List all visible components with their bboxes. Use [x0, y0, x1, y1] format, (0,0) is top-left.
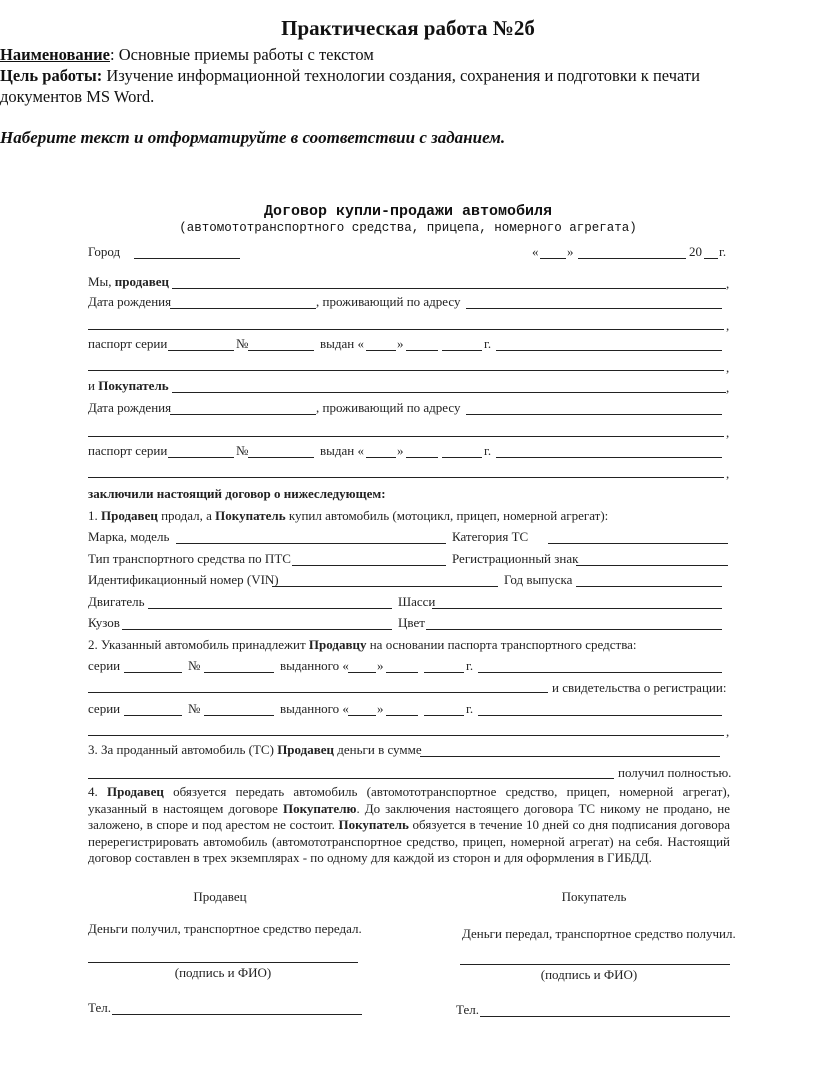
seller-issuer-field-2: [88, 370, 724, 371]
seller-birth-field: [170, 308, 316, 309]
seller-birth-label: Дата рождения: [88, 294, 172, 309]
reg-plate-field: [576, 565, 728, 566]
quote-close: »: [397, 443, 404, 458]
p2-end: на основании паспорта транспортного средства:: [366, 637, 637, 652]
section-1: [88, 508, 608, 524]
buyer-passport-number-field: [248, 457, 314, 458]
pts-issue-year-field: [424, 672, 464, 673]
p1-buyer: Покупатель: [215, 508, 286, 523]
vehicle-type-label: Тип транспортного средства по ПТС: [88, 551, 291, 566]
year-g: г.: [466, 701, 474, 716]
number-sign: №: [188, 701, 201, 716]
p1-mid: продал, а: [157, 508, 216, 523]
reg-plate-label: Регистрационный знак: [452, 551, 579, 566]
seller-line: [88, 274, 169, 290]
p4-num: 4.: [88, 784, 107, 799]
buyer-phone-field: [480, 1016, 730, 1017]
quote-close: »: [377, 701, 384, 716]
buyer-note: Деньги передал, транспортное средство получил.: [462, 926, 736, 941]
p2-start: 2. Указанный автомобиль принадлежит: [88, 637, 309, 652]
cert-series-field: [124, 715, 182, 716]
buyer-issuer-field-2: [88, 477, 724, 478]
cert-number-field: [204, 715, 274, 716]
goal-line: [0, 66, 700, 86]
buyer-name-field: [172, 392, 726, 393]
seller-address-field-2: [88, 329, 724, 330]
seller-residing-label: , проживающий по адресу: [316, 294, 461, 309]
p3-start: 3. За проданный автомобиль (ТС): [88, 742, 278, 757]
city-label: Город: [88, 244, 121, 259]
buyer-residing-label: , проживающий по адресу: [316, 400, 461, 415]
seller-issue-day-field: [366, 350, 396, 351]
seller-address-field: [466, 308, 722, 309]
name-value: Основные приемы работы с текстом: [114, 45, 374, 64]
buyer-signature-caption: (подпись и ФИО): [540, 967, 638, 982]
vehicle-type-field: [292, 565, 446, 566]
category-label: Категория ТС: [452, 529, 529, 544]
buyer-passport-series-field: [168, 457, 234, 458]
goal-line-2: документов MS Word.: [0, 87, 155, 106]
goal-value: Изучение информационной технологии создания, сохранения и подготовки к печати: [102, 66, 700, 85]
buyer-issuer-field: [496, 457, 722, 458]
color-field: [426, 629, 722, 630]
p4-buyer2: Покупатель: [338, 817, 409, 832]
buyer-line: [88, 378, 169, 394]
pts-issue-day-field: [348, 672, 376, 673]
work-name-line: [0, 45, 374, 65]
pts-series-field: [124, 672, 182, 673]
cert-issue-year-field: [424, 715, 464, 716]
p2-seller: Продавцу: [308, 637, 367, 652]
year-prefix: 20: [689, 244, 702, 259]
date-open: «: [532, 244, 539, 259]
quote-close: »: [377, 658, 384, 673]
chassis-label: Шасси: [398, 594, 436, 609]
buyer-passport-label: паспорт серии: [88, 443, 168, 458]
seller-name-field: [172, 288, 726, 289]
p4-c: обязуется в течение 10 дней со дня подписания договора перерегистрировать автомобиль (автомототранспортное средство, прицеп, номерной агрегат) на себя. Настоящий договор составлен в трех экземплярах - по одному для каждой из сторон и для оформления в ГИБДД.: [88, 817, 730, 865]
seller-note: Деньги получил, транспортное средство передал.: [88, 921, 362, 936]
year-suffix: г.: [719, 244, 727, 259]
date-close: »: [567, 244, 574, 259]
seller-signature-caption: (подпись и ФИО): [174, 965, 272, 980]
brand-model-field: [176, 543, 446, 544]
section-4: [88, 784, 730, 867]
year-made-label: Год выпуска: [504, 572, 573, 587]
year-made-field: [576, 586, 722, 587]
p3-end: деньги в сумме: [334, 742, 422, 757]
pts-issuer-field-2: [88, 692, 548, 693]
section-3: [88, 742, 422, 758]
body-label: Кузов: [88, 615, 120, 630]
month-field: [578, 258, 686, 259]
issued2-label: выданного «: [280, 658, 349, 673]
seller-passport-series-field: [168, 350, 234, 351]
seller-issue-month-field: [406, 350, 438, 351]
comma: ,: [726, 724, 730, 739]
sig-seller-heading: Продавец: [193, 889, 247, 904]
name-sep: :: [110, 45, 115, 64]
seller-issuer-field: [496, 350, 722, 351]
buyer-label: Покупатель: [98, 378, 169, 393]
issued2-label: выданного «: [280, 701, 349, 716]
seller-issue-year-field: [442, 350, 482, 351]
brand-model-label: Марка, модель: [88, 529, 170, 544]
task-instruction: Наберите текст и отформатируйте в соответствии с заданием.: [0, 128, 506, 147]
concluded-heading: заключили настоящий договор о нижеследующем:: [88, 486, 386, 501]
p4-a: обязуется передать автомобиль (автомототранспортное средство, прицеп, номерной агрегат), указанный в настоящем договоре: [88, 784, 730, 816]
section-2: [88, 637, 637, 653]
engine-label: Двигатель: [88, 594, 145, 609]
buyer-address-field: [466, 414, 722, 415]
category-field: [548, 543, 728, 544]
vin-field: [272, 586, 498, 587]
issued-label: выдан «: [320, 443, 364, 458]
amount-words-field: [88, 778, 614, 779]
comma: ,: [726, 380, 730, 395]
seller-phone-field: [112, 1014, 362, 1015]
seller-passport-number-field: [248, 350, 314, 351]
issued-label: выдан «: [320, 336, 364, 351]
comma: ,: [726, 425, 730, 440]
name-label: Наименование: [0, 45, 110, 64]
buyer-issue-day-field: [366, 457, 396, 458]
p1-num: 1.: [88, 508, 101, 523]
year-g: г.: [466, 658, 474, 673]
we-text: Мы,: [88, 274, 115, 289]
seller-phone-label: Тел.: [88, 1000, 111, 1015]
color-label: Цвет: [398, 615, 425, 630]
buyer-issue-month-field: [406, 457, 438, 458]
year-g: г.: [484, 443, 492, 458]
buyer-signature-field: [460, 964, 730, 965]
buyer-address-field-2: [88, 436, 724, 437]
cert-issue-day-field: [348, 715, 376, 716]
buyer-issue-year-field: [442, 457, 482, 458]
reg-cert-label: и свидетельства о регистрации:: [552, 680, 727, 695]
engine-field: [148, 608, 392, 609]
pts-issuer-field: [478, 672, 722, 673]
body-field: [122, 629, 392, 630]
buyer-birth-field: [170, 414, 316, 415]
cert-issue-month-field: [386, 715, 418, 716]
series-label: серии: [88, 658, 121, 673]
contract-title: Договор купли-продажи автомобиля: [263, 203, 553, 220]
chassis-field: [432, 608, 722, 609]
series-label: серии: [88, 701, 121, 716]
p1-seller: Продавец: [101, 508, 158, 523]
comma: ,: [726, 466, 730, 481]
comma: ,: [726, 360, 730, 375]
year-g: г.: [484, 336, 492, 351]
p3-seller: Продавец: [277, 742, 335, 757]
buyer-prefix: и: [88, 378, 99, 393]
contract-subtitle: (автомототранспортного средства, прицепа, номерного агрегата): [179, 221, 637, 235]
amount-field: [420, 756, 720, 757]
goal-label: Цель работы:: [0, 66, 103, 85]
comma: ,: [726, 318, 730, 333]
day-field: [540, 258, 566, 259]
year-field: [704, 258, 718, 259]
seller-signature-field: [88, 962, 358, 963]
quote-close: »: [397, 336, 404, 351]
city-field: [134, 258, 240, 259]
number-sign: №: [236, 443, 249, 458]
pts-number-field: [204, 672, 274, 673]
p4-seller: Продавец: [107, 784, 164, 799]
seller-label: продавец: [114, 274, 169, 289]
pts-issue-month-field: [386, 672, 418, 673]
sig-buyer-heading: Покупатель: [561, 889, 627, 904]
number-sign: №: [188, 658, 201, 673]
comma: ,: [726, 276, 730, 291]
received-full: получил полностью.: [618, 765, 732, 780]
p4-buyer1: Покупателю: [282, 800, 357, 816]
buyer-birth-label: Дата рождения: [88, 400, 172, 415]
buyer-phone-label: Тел.: [456, 1002, 479, 1017]
p4-b: . До заключения настоящего договора ТС никому не продано, не заложено, в споре и под арестом не состоит.: [88, 800, 730, 832]
p1-end: купил автомобиль (мотоцикл, прицеп, номерной агрегат):: [285, 508, 609, 523]
cert-issuer-field-2: [88, 735, 724, 736]
number-sign: №: [236, 336, 249, 351]
cert-issuer-field: [478, 715, 722, 716]
page-title: Практическая работа №2б: [281, 16, 535, 40]
seller-passport-label: паспорт серии: [88, 336, 168, 351]
vin-label: Идентификационный номер (VIN): [88, 572, 279, 587]
